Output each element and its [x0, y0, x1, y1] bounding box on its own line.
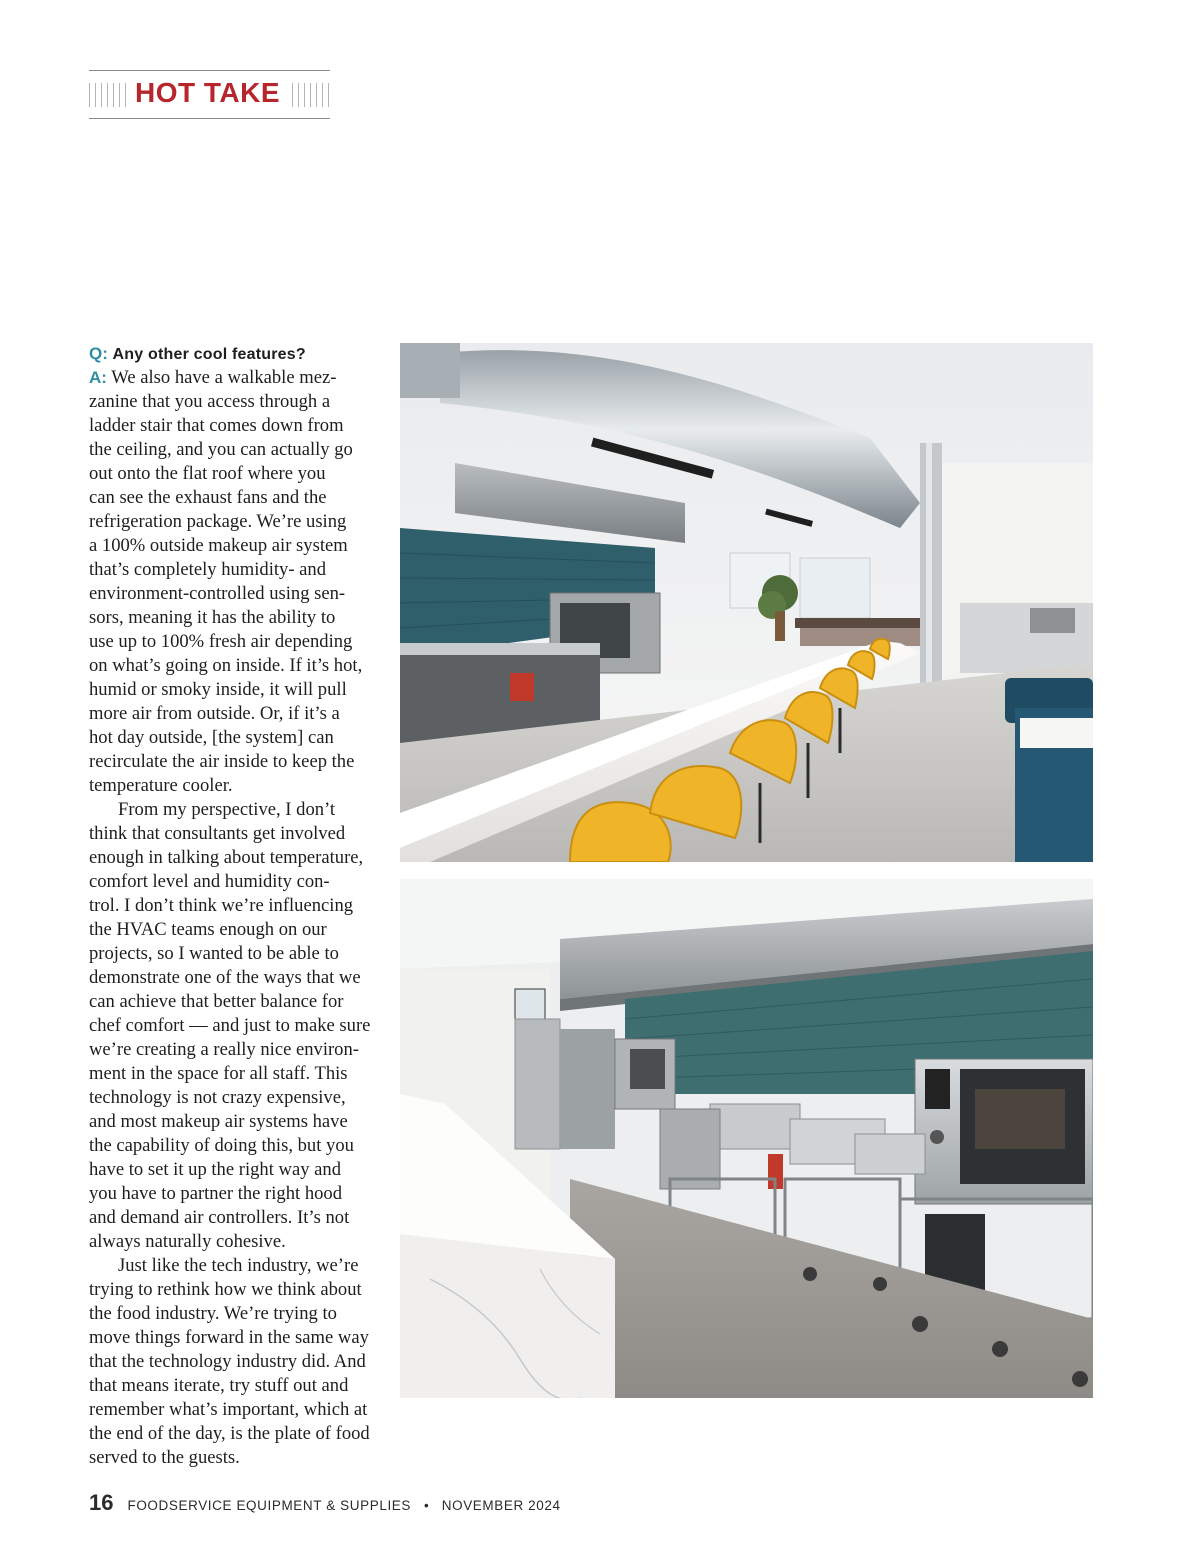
text-line: [89, 726, 389, 750]
text-line: [89, 894, 389, 918]
text-line-content: you have to partner the right hood: [89, 1183, 343, 1204]
text-line-content: think that consultants get involved: [89, 823, 346, 844]
page-number: 16: [89, 1490, 114, 1515]
text-line-content: served to the guests.: [89, 1447, 240, 1468]
text-line-content: comfort level and humidity con-: [89, 871, 330, 892]
text-line-content: From my perspective, I don’t: [118, 799, 336, 820]
text-line-content: remember what’s important, which at: [89, 1399, 368, 1420]
text-line-content: and most makeup air systems have: [89, 1111, 348, 1132]
text-line-content: the capability of doing this, but you: [89, 1135, 354, 1156]
header-stripes-left: [89, 83, 127, 107]
text-line: [89, 438, 389, 462]
text-line-content: trol. I don’t think we’re influencing: [89, 895, 354, 916]
photo-cook-line: [400, 879, 1093, 1398]
text-line: [89, 1110, 389, 1134]
text-line: [89, 1422, 389, 1446]
photo-counter-seating-illustration: [400, 343, 1093, 862]
text-line: [89, 1254, 389, 1278]
text-line: [89, 1350, 389, 1374]
text-line: [89, 1014, 389, 1038]
text-line-content: that the technology industry did. And: [89, 1351, 366, 1372]
text-line: [89, 1326, 389, 1350]
text-line-content: always naturally cohesive.: [89, 1231, 286, 1252]
text-line-content: have to set it up the right way and: [89, 1159, 341, 1180]
text-line: [89, 582, 389, 606]
text-line: [89, 1134, 389, 1158]
question-text: Any other cool features?: [112, 346, 306, 363]
text-line: [89, 558, 389, 582]
text-line: [89, 366, 389, 390]
text-line: [89, 534, 389, 558]
text-line-content: We also have a walkable mez-: [111, 367, 337, 388]
text-line-content: ladder stair that comes down from: [89, 415, 344, 436]
section-header: [89, 70, 330, 119]
text-line: [89, 702, 389, 726]
text-line-content: chef comfort — and just to make sure: [89, 1015, 371, 1036]
text-line-content: refrigeration package. We’re using: [89, 511, 347, 532]
text-line-content: humid or smoky inside, it will pull: [89, 679, 347, 700]
text-line-content: temperature cooler.: [89, 775, 233, 796]
text-line: [89, 1278, 389, 1302]
text-line: [89, 1062, 389, 1086]
text-line: [89, 510, 389, 534]
answer-paragraph: [89, 366, 389, 798]
text-line: [89, 990, 389, 1014]
text-line-content: on what’s going on inside. If it’s hot,: [89, 655, 363, 676]
publication-name: FOODSERVICE EQUIPMENT & SUPPLIES: [127, 1498, 412, 1513]
text-line: [89, 678, 389, 702]
text-line-content: technology is not crazy expensive,: [89, 1087, 346, 1108]
text-line-content: move things forward in the same way: [89, 1327, 369, 1348]
photo-counter-seating: [400, 343, 1093, 862]
text-line-content: projects, so I wanted to be able to: [89, 943, 339, 964]
text-line: [89, 750, 389, 774]
text-line-content: a 100% outside makeup air system: [89, 535, 348, 556]
text-line: [89, 462, 389, 486]
text-line-content: we’re creating a really nice environ-: [89, 1039, 359, 1060]
text-line-content: the food industry. We’re trying to: [89, 1303, 337, 1324]
text-line-content: can achieve that better balance for: [89, 991, 344, 1012]
text-line-content: Just like the tech industry, we’re: [118, 1255, 359, 1276]
text-line-content: sors, meaning it has the ability to: [89, 607, 336, 628]
text-line: [89, 486, 389, 510]
text-line-content: and demand air controllers. It’s not: [89, 1207, 350, 1228]
question-marker: Q:: [89, 344, 108, 363]
text-line: [89, 870, 389, 894]
text-line-content: recirculate the air inside to keep the: [89, 751, 355, 772]
paragraph-3: [89, 1254, 389, 1470]
text-line: [89, 822, 389, 846]
footer-separator: •: [424, 1498, 429, 1513]
text-line-content: use up to 100% fresh air depending: [89, 631, 353, 652]
issue-date: NOVEMBER 2024: [441, 1498, 561, 1513]
text-line-content: hot day outside, [the system] can: [89, 727, 334, 748]
article-body: [89, 342, 389, 1470]
text-line: [89, 1446, 389, 1470]
text-line-content: enough in talking about temperature,: [89, 847, 364, 868]
text-line-content: demonstrate one of the ways that we: [89, 967, 361, 988]
text-line: [89, 1038, 389, 1062]
paragraph-2: [89, 798, 389, 1254]
text-line: [89, 918, 389, 942]
section-label: HOT TAKE: [135, 77, 281, 108]
text-line-content: can see the exhaust fans and the: [89, 487, 327, 508]
text-line: [89, 1182, 389, 1206]
text-line: [89, 942, 389, 966]
text-line: [89, 1206, 389, 1230]
text-line-content: the HVAC teams enough on our: [89, 919, 327, 940]
text-line: [89, 1398, 389, 1422]
text-line-content: zanine that you access through a: [89, 391, 331, 412]
text-line: [89, 1158, 389, 1182]
text-line-content: more air from outside. Or, if it’s a: [89, 703, 340, 724]
text-line: [89, 390, 389, 414]
text-line: [89, 654, 389, 678]
text-line: [89, 846, 389, 870]
text-line-content: trying to rethink how we think about: [89, 1279, 362, 1300]
text-line: [89, 966, 389, 990]
text-line: [89, 414, 389, 438]
text-line-content: the end of the day, is the plate of food: [89, 1423, 370, 1444]
text-line-content: that means iterate, try stuff out and: [89, 1375, 349, 1396]
text-line-content: the ceiling, and you can actually go: [89, 439, 353, 460]
text-line: [89, 774, 389, 798]
text-line-content: environment-controlled using sen-: [89, 583, 346, 604]
text-line: [89, 606, 389, 630]
header-stripes-right: [292, 83, 330, 107]
answer-marker: A:: [89, 368, 107, 387]
page-footer: [89, 1490, 561, 1520]
text-line-content: out onto the flat roof where you: [89, 463, 326, 484]
text-line: [89, 1374, 389, 1398]
text-line: [89, 798, 389, 822]
text-line: [89, 1086, 389, 1110]
text-line-content: that’s completely humidity- and: [89, 559, 327, 580]
text-line-content: ment in the space for all staff. This: [89, 1063, 348, 1084]
text-line: [89, 1302, 389, 1326]
photo-cook-line-illustration: [400, 879, 1093, 1398]
question-line: [89, 342, 389, 366]
text-line: [89, 1230, 389, 1254]
text-line: [89, 630, 389, 654]
